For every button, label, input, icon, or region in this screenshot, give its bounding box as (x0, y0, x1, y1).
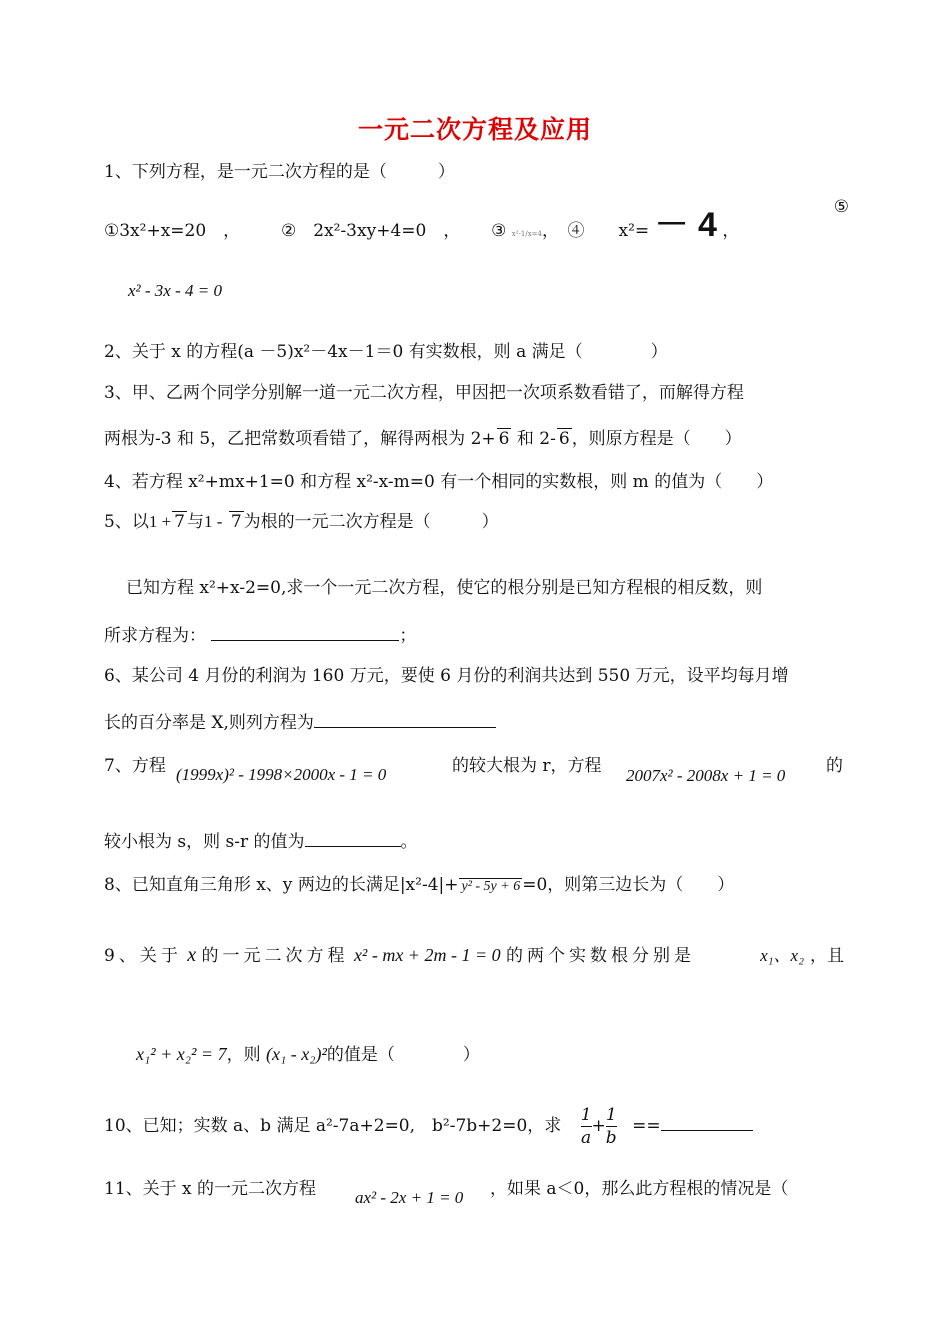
question-6-line-1: 6、某公司 4 月份的利润为 160 万元，要使 6 月份的利润共达到 550 万元，设平均每月增 (104, 666, 789, 686)
question-1: 1、下列方程，是一元二次方程的是（ ） (104, 162, 455, 182)
q7-prompt: 较小根为 s，则 s-r 的值为 (104, 832, 305, 852)
q5b-end: ； (399, 626, 417, 646)
question-7-line-2 (104, 827, 418, 852)
q9-text-f: 的值是（ ） (326, 1045, 480, 1065)
q5b-answer-blank[interactable] (211, 624, 399, 641)
question-8 (104, 870, 734, 895)
question-5b-line-2 (104, 621, 416, 646)
question-2: 2、关于 x 的方程(a －5)x²－4x－1＝0 有实数根，则 a 满足（ ） (104, 342, 668, 362)
question-10 (104, 1104, 753, 1149)
q3-sqrt-2: 6 (558, 429, 570, 449)
q10-fraction-1: $\frac{1}{a}$ (580, 1105, 592, 1148)
q1-option-4-label: ， ④ x²= (542, 221, 650, 241)
q3-sqrt-1: 6 (498, 429, 510, 449)
q5-root-1-a: 1 + (148, 512, 172, 531)
q11-equation: ax² - 2x + 1 = 0 (355, 1188, 464, 1207)
q1-option-1: ①3x²+x=20 ， (104, 221, 241, 241)
q9-text-a: 9、关于 (104, 946, 182, 966)
question-7-b: 的较大根为 r，方程 (452, 756, 602, 776)
q9-roots: x₁、x₂ (760, 946, 804, 965)
question-6-line-2 (104, 708, 496, 733)
question-11-b: ，如果 a＜0，那么此方程根的情况是（ (490, 1179, 789, 1199)
q10-answer-blank[interactable] (661, 1114, 753, 1131)
q5-text-a: 5、以 (104, 512, 149, 532)
q10-plus: + (591, 1116, 606, 1136)
page-title: 一元二次方程及应用 (357, 115, 592, 144)
q1-option-4-value: － 4 (654, 206, 717, 244)
question-3-line-2 (104, 424, 742, 449)
q7-answer-blank[interactable] (305, 830, 401, 847)
question-7-a: 7、方程 (104, 756, 166, 776)
q7-end: 。 (400, 832, 418, 852)
q5-root-2-a: 1 - (204, 512, 223, 531)
question-11-a: 11、关于 x 的一元二次方程 (104, 1179, 317, 1199)
q3-text-c: ，则原方程是（ ） (571, 429, 742, 449)
question-7-c: 的 (826, 756, 843, 776)
q3-text-a: 两根为-3 和 5，乙把常数项看错了，解得两根为 2+ (104, 429, 496, 449)
q9-text-d: ，且 (810, 946, 844, 966)
q9-expression: (x₁ - x₂)² (266, 1044, 327, 1064)
q7-equation-1: (1999x)² - 1998×2000x - 1 = 0 (176, 765, 387, 784)
q1-option-3-label: ③ (491, 221, 507, 241)
q9-text-e: ，则 (226, 1045, 261, 1065)
q3-text-b: 和 2- (516, 429, 556, 449)
q9-text-c: 的两个实数根分别是 (506, 946, 695, 966)
q9-text-b: 的一元二次方程 (201, 946, 349, 966)
q5-text-e: 为根的一元二次方程是（ ） (243, 512, 499, 532)
question-9 (104, 941, 844, 967)
q8-text-a: 8、已知直角三角形 x、y 两边的长满足|x²-4|+ (104, 875, 459, 895)
q9-variable-x: x (187, 944, 197, 966)
q1-option-3-equation: x²-1/x=4 (511, 230, 542, 238)
q5b-prompt: 所求方程为： (104, 626, 206, 646)
q9-given-equation: x₁² + x₂² = 7 (136, 1044, 227, 1064)
q5-text-c: 与 (187, 512, 204, 532)
q9-equation: x² - mx + 2m - 1 = 0 (353, 945, 501, 965)
q10-fraction-2: $\frac{1}{b}$ (605, 1105, 617, 1148)
q5-sqrt-2: 7 (230, 512, 242, 532)
question-5 (104, 507, 499, 532)
q1-option-4-end: ， (722, 221, 740, 241)
question-1-options (104, 197, 849, 246)
q10-equals: == (632, 1116, 661, 1136)
question-3-line-1: 3、甲、乙两个同学分别解一道一元二次方程，甲因把一次项系数看错了，而解得方程 (104, 383, 744, 403)
q6-answer-blank[interactable] (314, 711, 496, 728)
q6-prompt: 长的百分率是 X,则列方程为 (104, 713, 314, 733)
q8-radical: y² - 5y + 6 (461, 879, 521, 894)
question-4: 4、若方程 x²+mx+1=0 和方程 x²-x-m=0 有一个相同的实数根，则 m 的值为（ ） (104, 472, 774, 492)
q8-text-b: =0，则第三边长为（ ） (522, 875, 735, 895)
q1-option-5-label: ⑤ (833, 197, 849, 217)
q7-equation-2: 2007x² - 2008x + 1 = 0 (626, 766, 786, 785)
q1-option-2: ② 2x²-3xy+4=0 ， (280, 221, 461, 241)
q1-option-5-equation: x² - 3x - 4 = 0 (128, 281, 222, 300)
question-5b-line-1: 已知方程 x²+x-2=0,求一个一元二次方程，使它的根分别是已知方程根的相反数，则 (126, 578, 763, 598)
question-9-line-2 (136, 1040, 480, 1065)
q5-sqrt-1: 7 (174, 512, 185, 532)
q10-text-a: 10、已知；实数 a、b 满足 a²-7a+2=0, b²-7b+2=0，求 (104, 1116, 562, 1136)
